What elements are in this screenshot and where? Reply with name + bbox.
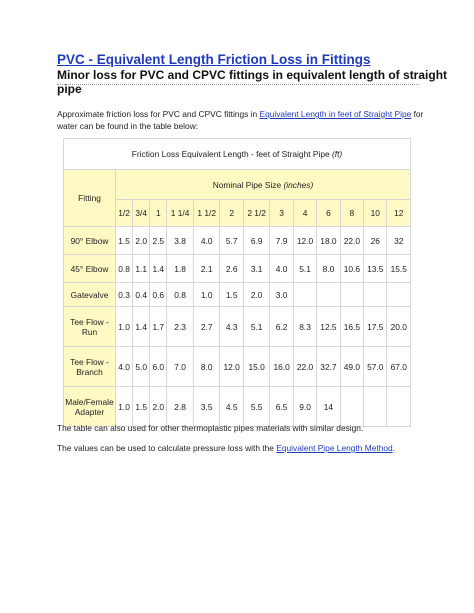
table-cell: 1.5 [133,387,150,427]
table-row [64,227,411,255]
table-cell: 9.0 [293,387,316,427]
table-cell: 15.0 [243,347,270,387]
table-cell: 5.1 [293,255,316,283]
table-cell: 67.0 [387,347,411,387]
pipe-size-header: 1 1/2 [193,200,220,227]
table-cell: 1.0 [193,283,220,307]
table-cell: 1.5 [220,283,243,307]
table-row [64,283,411,307]
table-cell [364,387,387,427]
note-thermoplastic: The table can also used for other thermoplastic pipes materials with similar design. [57,423,364,433]
table-row [64,255,411,283]
table-cell: 2.8 [167,387,194,427]
table-cell [293,283,316,307]
table-row [64,347,411,387]
table-cell: 7.0 [167,347,194,387]
table-cell: 6.9 [243,227,270,255]
table-cell: 2.1 [193,255,220,283]
note2-text-after: . [392,443,396,453]
table-cell: 57.0 [364,347,387,387]
table-cell: 22.0 [293,347,316,387]
pipe-size-header: 3/4 [133,200,150,227]
pipe-size-header: 3 [270,200,293,227]
note2-text-before: The values can be used to calculate pressure loss with the [57,443,277,453]
table-cell: 1.0 [116,307,133,347]
pipe-size-header: 8 [340,200,363,227]
table-cell: 8.0 [317,255,340,283]
table-cell: 3.8 [167,227,194,255]
table-cell: 8.3 [293,307,316,347]
pipe-size-header: 12 [387,200,411,227]
table-cell: 8.0 [193,347,220,387]
fitting-label: Tee Flow - Branch [64,347,116,387]
pipe-size-header: 10 [364,200,387,227]
table-cell: 3.1 [243,255,270,283]
title-divider [57,84,419,85]
table-cell [387,387,411,427]
table-cell: 14 [317,387,340,427]
table-cell: 1.7 [150,307,167,347]
table-cell: 0.6 [150,283,167,307]
table-cell [387,283,411,307]
table-cell: 0.8 [167,283,194,307]
table-cell: 16.5 [340,307,363,347]
table-cell: 2.3 [167,307,194,347]
pipe-size-header: 4 [293,200,316,227]
table-cell: 26 [364,227,387,255]
page-subtitle: Minor loss for PVC and CPVC fittings in equivalent length of straight pipe [57,68,448,96]
fitting-label: Male/Female Adapter [64,387,116,427]
table-cell [340,283,363,307]
table-cell: 10.6 [340,255,363,283]
table-cell: 5.0 [133,347,150,387]
table-cell: 4.0 [116,347,133,387]
table-cell: 0.3 [116,283,133,307]
table-cell: 1.0 [116,387,133,427]
table-cell: 5.5 [243,387,270,427]
table-cell: 5.1 [243,307,270,347]
table-cell: 32 [387,227,411,255]
table-caption-unit: (ft) [331,149,343,159]
table-cell: 2.5 [150,227,167,255]
table-cell: 16.0 [270,347,293,387]
intro-paragraph [57,109,427,132]
fitting-label: Tee Flow - Run [64,307,116,347]
table-cell: 2.0 [243,283,270,307]
table-cell: 22.0 [340,227,363,255]
table-cell: 18.0 [317,227,340,255]
table-cell: 1.5 [116,227,133,255]
table-cell: 13.5 [364,255,387,283]
table-cell: 4.0 [193,227,220,255]
table-cell: 2.0 [133,227,150,255]
table-cell: 5.7 [220,227,243,255]
table-cell: 0.8 [116,255,133,283]
table-cell: 4.0 [270,255,293,283]
table-caption-text: Friction Loss Equivalent Length - feet of Straight Pipe [131,149,330,159]
page-title[interactable]: PVC - Equivalent Length Friction Loss in Fittings [57,52,371,67]
table-cell: 7.9 [270,227,293,255]
equivalent-length-link[interactable]: Equivalent Length in feet of Straight Pipe [259,109,412,119]
table-cell: 3.0 [270,283,293,307]
fitting-label: 90° Elbow [64,227,116,255]
table-cell: 12.0 [220,347,243,387]
table-caption [64,139,411,170]
table-cell: 2.7 [193,307,220,347]
table-cell: 17.5 [364,307,387,347]
fitting-label: 45° Elbow [64,255,116,283]
table-cell: 6.0 [150,347,167,387]
table-cell: 32.7 [317,347,340,387]
table-cell: 0.4 [133,283,150,307]
table-cell: 1.4 [133,307,150,347]
table-cell: 2.6 [220,255,243,283]
table-cell: 3.5 [193,387,220,427]
table-cell: 4.3 [220,307,243,347]
table-cell: 4.5 [220,387,243,427]
table-cell: 15.5 [387,255,411,283]
table-cell [317,283,340,307]
table-row [64,387,411,427]
nominal-pipe-size-header [116,170,411,200]
pipe-size-header: 1/2 [116,200,133,227]
table-cell: 1.8 [167,255,194,283]
table-row [64,307,411,347]
table-cell: 20.0 [387,307,411,347]
table-cell [364,283,387,307]
pipe-size-header: 6 [317,200,340,227]
fitting-label: Gatevalve [64,283,116,307]
friction-loss-table [63,138,411,427]
nps-header-unit: (inches) [283,179,314,190]
intro-text-after: for water can be found in the table below: [57,109,424,131]
table-cell: 12.5 [317,307,340,347]
intro-text-before: Approximate friction loss for PVC and CPVC fittings in [57,109,260,119]
table-cell: 49.0 [340,347,363,387]
nps-header-text: Nominal Pipe Size [212,179,282,190]
table-cell: 6.5 [270,387,293,427]
equivalent-pipe-length-method-link[interactable]: Equivalent Pipe Length Method [276,443,393,453]
table-cell: 1.1 [133,255,150,283]
pipe-size-header: 1 [150,200,167,227]
pipe-size-header: 1 1/4 [167,200,194,227]
pipe-size-header: 2 1/2 [243,200,270,227]
pipe-size-header: 2 [220,200,243,227]
table-cell: 6.2 [270,307,293,347]
table-cell: 2.0 [150,387,167,427]
table-cell: 1.4 [150,255,167,283]
table-cell: 12.0 [293,227,316,255]
fitting-header: Fitting [64,170,116,227]
table-cell [340,387,363,427]
note-pressure-loss [57,443,395,454]
